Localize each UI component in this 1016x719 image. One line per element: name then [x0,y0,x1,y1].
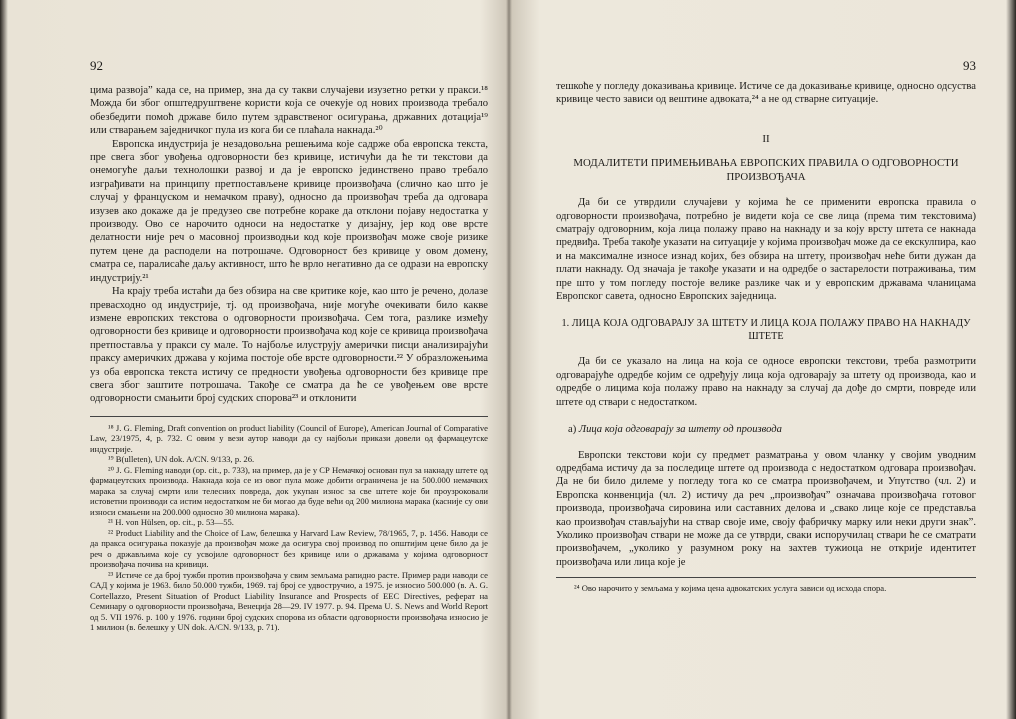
footnotes [556,577,976,594]
paragraph: Да би се утврдили случајеви у којима ће се применити европска правила о одговорности произвођача, потребно је видети која се све лица (према тим текстовима) сматрају одговорним, која лица полажу право на накнаду и за коју врсту штета се накнада предвиђа. Треба такође указати на ситуације у којима произвођач може да се екскулпира, као и на максималне износе изнад којих, без обзира на штету, произвођач неће бити дужан да плати накнаду. Од значаја је такође указати и на одредбе о застарелости потраживања, тим пре што у том погледу постоје велике разлике чак и у европским државама чланицама Европског савета, односно Европских заједница. [556,197,976,303]
page-number: 93 [963,58,976,73]
footnote: ²⁴ Ово нарочито у земљама у којима цена адвокатских услуга зависи од исхода спора. [574,583,887,594]
left-page-body [90,84,488,633]
page-number: 92 [90,58,103,73]
paragraph: Европски текстови који су предмет разматрања у овом чланку у својим уводним одредбама истичу да за последице штете од производа с недостатком одговара произвођач. Да не би било дилеме у погледу тога ко се сматра произвођачем, и Упутство (чл. 2) и Европска конвенција (чл. 2) истичу да реч „произвођач” означава произвођача готовог производа, произвођача сировина или саставних делова и „свако лице које се представља као произвођач стављајући на ствар своје име, своју фабричку марку или неки други знак”. Уколико произвођач ствари не може да се утврди, сваки испоручилац ствари ће се сматрати произвођачем, „уколико у разумном року на захтев тужиоца не открије идентитет произвођача или лица које је [556,449,976,568]
section-number: II [762,132,770,145]
footnote: ¹⁸ J. G. Fleming, Draft convention on product liability (Council of Europe), American Journal of Comparative Law, 23/1975, 4, p. 732. С овим у вези аутор наводи да су најбољи прикази довели од фармацеутске индустрије. [90,422,488,454]
paragraph: Европска индустрија је незадовољна решењима које садрже оба европска текста, пре свега због увођења одговорности без кривице, истичући да ће ти текстови да онемогуће даљи технолошки развој и да је европско јединствено право требало изграђивати на принципу претпостављене кривице произвођача (слично као што је случај у француском и немачком праву), односно да произвођач треба да одговара изузев ако докаже да је предузео све потребне кораке да отклони појаву недостатка у производу. Ово се нарочито односи на недостатке у дизајну, јер код ове врсте делатности није реч о масовној производњи код које произвођач може своје ризике путем цене да расподели на потрошаче. Одговорност без кривице у овом домену, сматра се, паралисаће даљу активност, што ће врло негативно да се одрази на европску индустрију.²¹ [90,138,488,284]
right-page [556,0,976,719]
footnote: ²⁰ J. G. Fleming наводи (op. cit., p. 733), на пример, да је у СР Немачкој основан пул за накнаду штете од фармацеутских производа. Накнада која се из овог пула може добити ограничена је на 500.000 немачких марака за случај смрти или телесних повреда, док укупан износ за све штете које би проузроковали истоветни производи са истим недостатком не би могао да буде већи од 200 милиона марака (касније су ови износи смањени на 200.000 односно 30 милиона марака). [90,464,488,517]
section-title: МОДАЛИТЕТИ ПРИМЕЊИВАЊА ЕВРОПСКИХ ПРАВИЛА О ОДГОВОРНОСТИ ПРОИЗВОЂАЧА [573,157,959,184]
subsubsection-label: а) [568,424,577,436]
footnote: ²² Product Liability and the Choice of Law, белешка у Harvard Law Review, 78/1965, 7, p. 1456. Наводи се да пракса осигурања показује да произвођач може да осигура свој производ по општијим цене било да је реч о држављима које су усвојиле одговорност без кривице или о државама у којима одговорност произвођача почива на кривици. [90,527,488,570]
subsection-title: 1. ЛИЦА КОЈА ОДГОВАРАЈУ ЗА ШТЕТУ И ЛИЦА КОЈА ПОЛАЖУ ПРАВО НА НАКНАДУ ШТЕТЕ [561,318,971,343]
subsubsection-title [556,423,976,436]
paragraph: На крају треба истаћи да без обзира на све критике које, као што је речено, долазе превасходно од индустрије, тј. од произвођача, није могуће очекивати било какве измене европских текстова о одговорности произвођача. Сем тога, разлике између одговорности без кривице и одговорности произвођача код које се кривица произвођача претпоставља у пракси су мале. То најбоље илуструју амерички писци анализирајући праксу америчких држава у којима постоје обе врсте одговорности.²² У образложењима уз оба европска текста истичу се предности увођења одговорности без кривице пре свега због заштите потрошача. Такође се сматра да ће се увођењем ове врсте одговорности смањити број судских спорова²³ и отклонити [90,286,488,405]
footnote: ¹⁹ B(ulleten), UN dok. A/CN. 9/133, p. 26. [108,454,255,465]
footnote: ²³ Истиче се да број тужби против произвођача у свим земљама рапидно расте. Пример ради наводи се САД у којима је 1963. било 50.000 тужби, 1969. тај број се удвостручио, а 1975. је износио 500.000 (в. A. G. Cortellazzo, Present Situation of Product Liability Insurance and Prospects of EEC Directives, реферат на Семинару о одговорности произвођача, Венеција 28—29. IV 1977. p. 94. Према U. S. News and World Report од 5. VII 1976. p. 100 у 1976. години број судских спорова из области одговорности произвођача износио је 1 милион (в. белешку у UN dok. A/CN. 9/133, p. 71). [90,569,488,633]
left-page [60,0,488,719]
footnote: ²¹ H. von Hülsen, op. cit., p. 53—55. [108,517,234,528]
footnotes [90,416,488,633]
paragraph: Да би се указало на лица на која се односе европски текстови, треба размотрити одговарајуће одредбе којим се одређују лица која одговарају за штету од производа, као и одредбе о лицима која полажу право на накнаду за случај да дође до смрти, повреде или штете од ствари с недостатком. [556,356,976,408]
paragraph: тешкоће у погледу доказивања кривице. Истиче се да доказивање кривице, односно одсуства кривице често зависи од вештине адвоката,²⁴ а не од стварне ситуације. [556,81,976,106]
right-page-body [556,80,976,594]
subsubsection-text: Лица која одговарају за штету од производа [578,424,782,436]
paragraph: цима развоја” када се, на пример, зна да су такви случајеви изузетно ретки у пракси.¹⁸ Можда би због општедруштвене користи која се очекује од нових производа требало обезбедити помоћ државе било путем здравственог осигурања, државних дотација¹⁹ или стварањем заједничког пула из кога би се плаћала накнада.²⁰ [90,85,488,137]
